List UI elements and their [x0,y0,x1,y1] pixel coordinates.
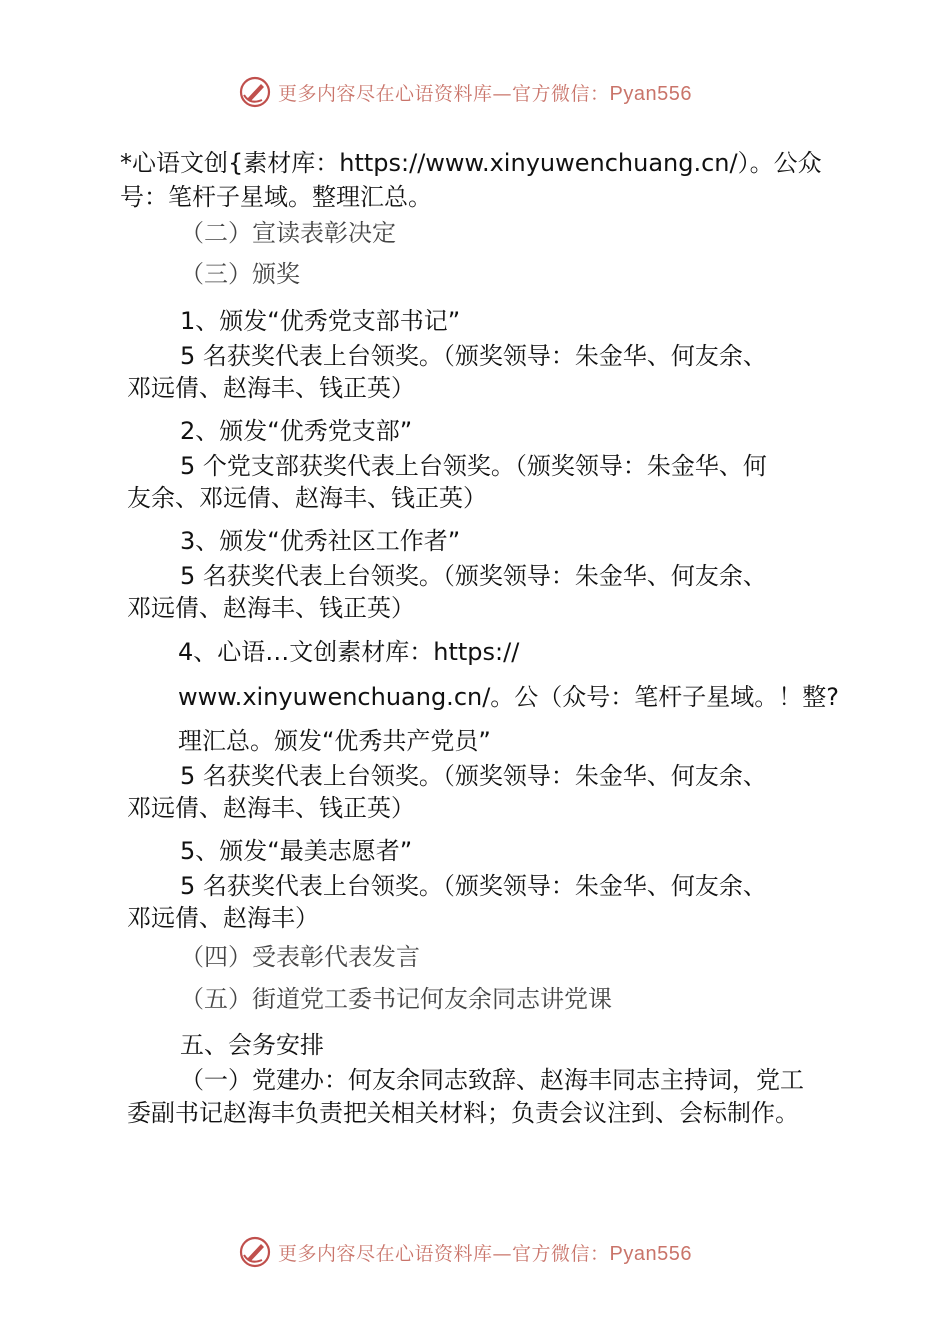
watermark-text: 更多内容尽在心语资料库—官方微信：Pyan556 [278,1242,692,1265]
section-heading: （四）受表彰代表发言 [180,943,420,971]
award-item-title: 4、心语…文创素材库：https:// [178,638,520,666]
section-heading: （三）颁奖 [180,260,300,288]
award-item-title: 5、颁发“最美志愿者” [180,837,413,865]
paragraph-line: 友余、邓远倩、赵海丰、钱正英） [127,484,487,512]
paragraph-line: 5 名获奖代表上台领奖。（颁奖领导：朱金华、何友余、 [180,342,767,370]
paragraph-line: 委副书记赵海丰负责把关相关材料；负责会议注到、会标制作。 [127,1099,799,1127]
paragraph-line: 号：笔杆子星域。整理汇总。 [120,183,432,211]
watermark-footer [238,1234,692,1270]
chapter-heading: 五、会务安排 [180,1031,324,1059]
section-heading: （二）宣读表彰决定 [180,219,396,247]
pen-circle-logo-icon [238,75,272,109]
paragraph-line: 5 名获奖代表上台领奖。（颁奖领导：朱金华、何友余、 [180,562,767,590]
watermark-header [238,74,692,110]
wechat-id: Pyan556 [609,1242,692,1265]
paragraph-line: 邓远倩、赵海丰、钱正英） [127,794,415,822]
paragraph-line: 邓远倩、赵海丰、钱正英） [127,594,415,622]
paragraph-line: 理汇总。颁发“优秀共产党员” [178,727,491,755]
paragraph-line: （一）党建办：何友余同志致辞、赵海丰同志主持词，党工 [180,1066,804,1094]
paragraph-line: 5 名获奖代表上台领奖。（颁奖领导：朱金华、何友余、 [180,762,767,790]
wechat-id: Pyan556 [609,82,692,105]
section-heading: （五）街道党工委书记何友余同志讲党课 [180,985,612,1013]
award-item-title: 2、颁发“优秀党支部” [180,417,413,445]
award-item-title: 1、颁发“优秀党支部书记” [180,307,461,335]
paragraph-line: 邓远倩、赵海丰） [127,904,319,932]
paragraph-line: www.xinyuwenchuang.cn/。公（众号：笔杆子星域。！整? [178,683,840,711]
paragraph-line: 邓远倩、赵海丰、钱正英） [127,374,415,402]
paragraph-line: 5 个党支部获奖代表上台领奖。（颁奖领导：朱金华、何 [180,452,767,480]
watermark-text: 更多内容尽在心语资料库—官方微信：Pyan556 [278,82,692,105]
paragraph-line: *心语文创{素材库：https://www.xinyuwenchuang.cn/）。公众 [120,149,822,177]
paragraph-line: 5 名获奖代表上台领奖。（颁奖领导：朱金华、何友余、 [180,872,767,900]
pen-circle-logo-icon [238,1235,272,1269]
award-item-title: 3、颁发“优秀社区工作者” [180,527,461,555]
